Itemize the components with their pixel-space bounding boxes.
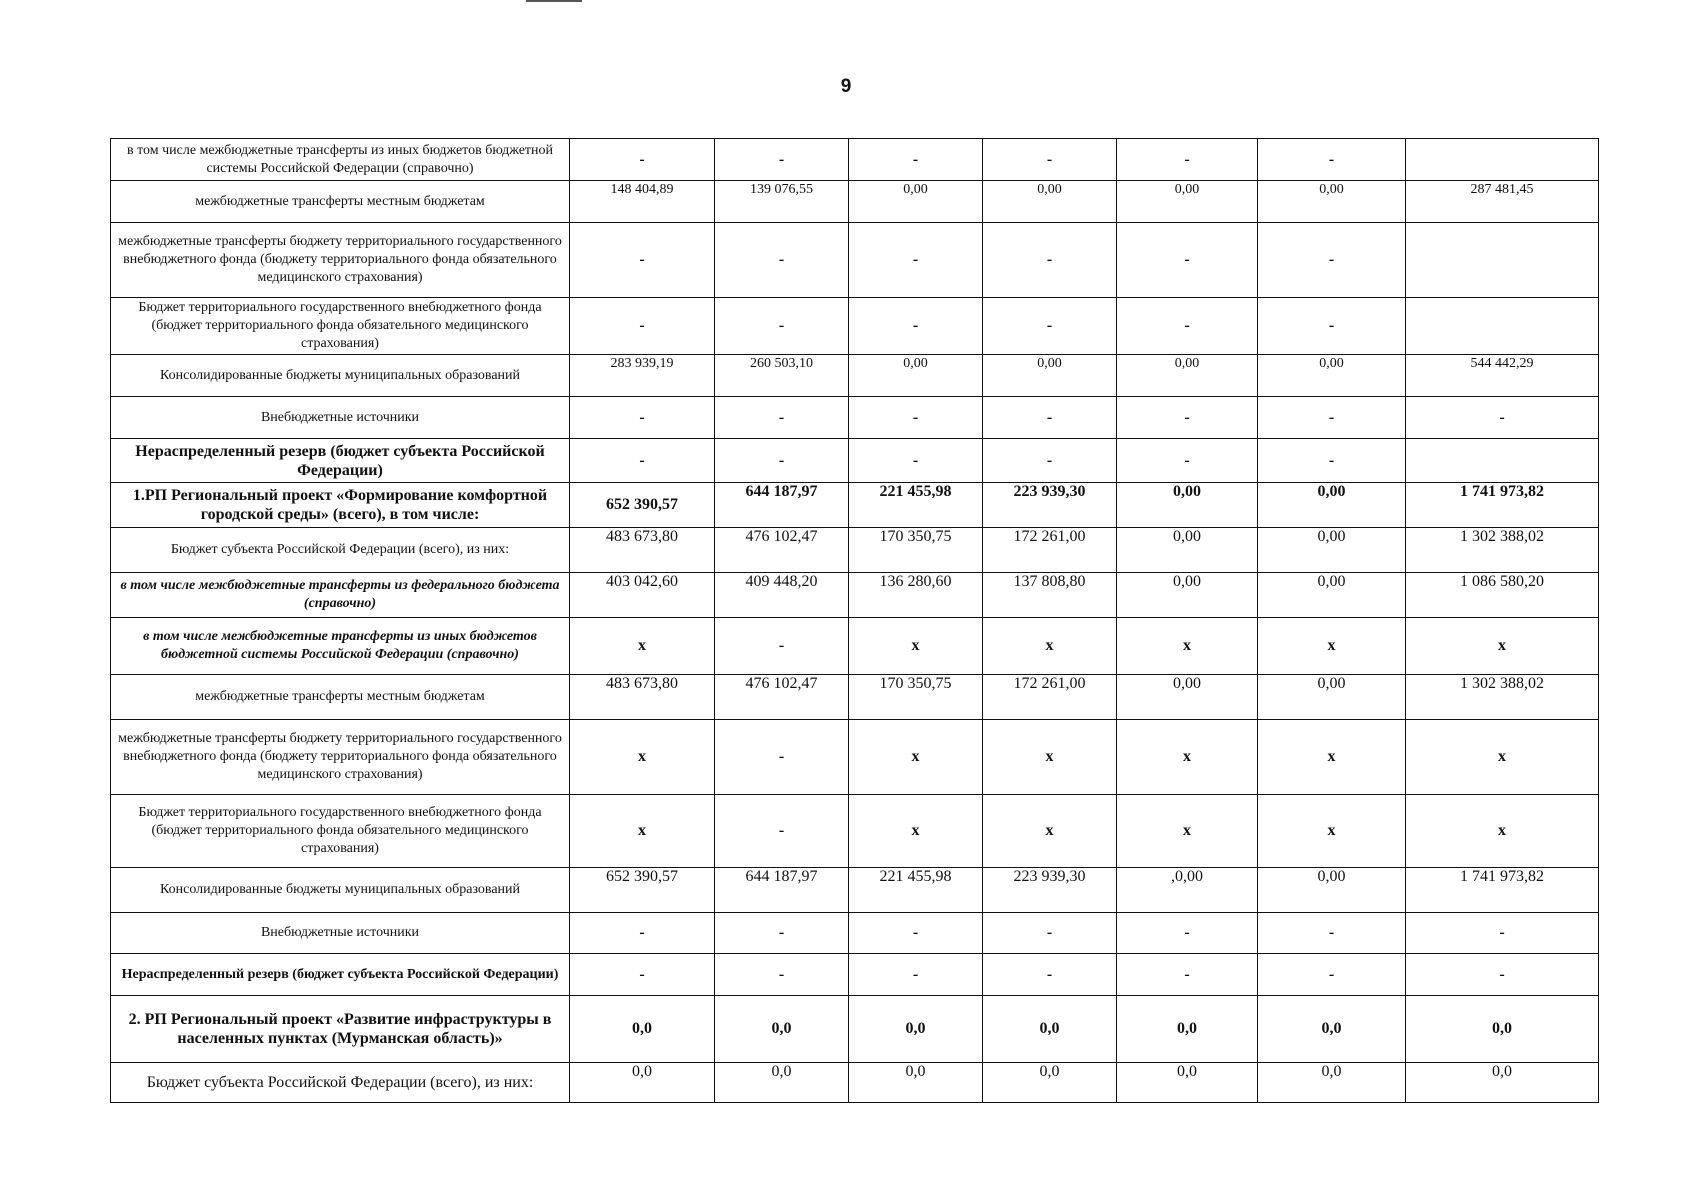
row-label: Нераспределенный резерв (бюджет субъекта Российской Федерации): [111, 439, 570, 483]
value-cell: 170 350,75: [849, 675, 983, 720]
table-row: [111, 573, 1599, 618]
value-cell: 476 102,47: [715, 675, 849, 720]
value-cell: 1 741 973,82: [1406, 483, 1599, 528]
table-row: [111, 298, 1599, 355]
value-cell: 283 939,19: [570, 355, 715, 397]
value-cell: -: [570, 298, 715, 355]
value-cell: 0,00: [983, 355, 1117, 397]
table-row: [111, 223, 1599, 298]
value-cell: x: [983, 720, 1117, 795]
value-cell: -: [570, 397, 715, 439]
table-row: [111, 483, 1599, 528]
value-cell: 136 280,60: [849, 573, 983, 618]
value-cell: x: [1406, 618, 1599, 675]
row-label: в том числе межбюджетные трансферты из иных бюджетов бюджетной системы Российской Федерации (справочно): [111, 139, 570, 181]
table-row: [111, 618, 1599, 675]
value-cell: x: [570, 618, 715, 675]
scan-mark: [526, 0, 582, 2]
value-cell: -: [1117, 439, 1258, 483]
value-cell: 0,0: [1406, 1063, 1599, 1103]
value-cell: ,0,00: [1117, 868, 1258, 913]
value-cell: 0,00: [983, 181, 1117, 223]
value-cell: -: [983, 954, 1117, 996]
table-row: [111, 355, 1599, 397]
budget-table: [110, 138, 1599, 1103]
row-label: в том числе межбюджетные трансферты из федерального бюджета (справочно): [111, 573, 570, 618]
value-cell: 0,00: [1117, 355, 1258, 397]
table-row: [111, 996, 1599, 1063]
value-cell: -: [983, 397, 1117, 439]
row-label: Бюджет территориального государственного внебюджетного фонда (бюджет территориального фонда обязательного медицинского страхования): [111, 298, 570, 355]
value-cell: -: [715, 795, 849, 868]
value-cell: -: [1258, 954, 1406, 996]
value-cell: 652 390,57: [570, 483, 715, 528]
value-cell: -: [570, 439, 715, 483]
value-cell: 0,00: [1258, 528, 1406, 573]
value-cell: 172 261,00: [983, 675, 1117, 720]
value-cell: -: [570, 913, 715, 954]
value-cell: 172 261,00: [983, 528, 1117, 573]
value-cell: 260 503,10: [715, 355, 849, 397]
value-cell: 0,00: [1117, 181, 1258, 223]
row-label: 2. РП Региональный проект «Развитие инфраструктуры в населенных пунктах (Мурманская область)»: [111, 996, 570, 1063]
value-cell: -: [715, 223, 849, 298]
value-cell: x: [849, 720, 983, 795]
value-cell: -: [1406, 397, 1599, 439]
value-cell: [1406, 139, 1599, 181]
row-label: в том числе межбюджетные трансферты из иных бюджетов бюджетной системы Российской Федерации (справочно): [111, 618, 570, 675]
row-label: Бюджет субъекта Российской Федерации (всего), из них:: [111, 1063, 570, 1103]
value-cell: -: [1117, 954, 1258, 996]
value-cell: -: [570, 223, 715, 298]
value-cell: x: [1117, 795, 1258, 868]
value-cell: 0,0: [1258, 996, 1406, 1063]
value-cell: 544 442,29: [1406, 355, 1599, 397]
value-cell: -: [715, 954, 849, 996]
value-cell: 0,00: [1258, 181, 1406, 223]
value-cell: -: [983, 439, 1117, 483]
value-cell: 223 939,30: [983, 868, 1117, 913]
value-cell: 1 302 388,02: [1406, 528, 1599, 573]
value-cell: -: [983, 223, 1117, 298]
value-cell: 0,0: [983, 1063, 1117, 1103]
value-cell: 148 404,89: [570, 181, 715, 223]
value-cell: 476 102,47: [715, 528, 849, 573]
value-cell: 0,00: [1258, 573, 1406, 618]
row-label: 1.РП Региональный проект «Формирование комфортной городской среды» (всего), в том числе:: [111, 483, 570, 528]
value-cell: x: [1406, 720, 1599, 795]
value-cell: 137 808,80: [983, 573, 1117, 618]
value-cell: 223 939,30: [983, 483, 1117, 528]
row-label: Нераспределенный резерв (бюджет субъекта Российской Федерации): [111, 954, 570, 996]
value-cell: 0,0: [1258, 1063, 1406, 1103]
value-cell: -: [715, 720, 849, 795]
value-cell: 0,0: [1406, 996, 1599, 1063]
row-label: Бюджет территориального государственного внебюджетного фонда (бюджет территориального фонда обязательного медицинского страхования): [111, 795, 570, 868]
value-cell: 644 187,97: [715, 483, 849, 528]
value-cell: -: [715, 618, 849, 675]
row-label: межбюджетные трансферты бюджету территориального государственного внебюджетного фонда (бюджету территориального фонда обязательного медицинского страхования): [111, 223, 570, 298]
value-cell: [1406, 439, 1599, 483]
value-cell: 1 302 388,02: [1406, 675, 1599, 720]
value-cell: 0,00: [1258, 483, 1406, 528]
value-cell: x: [983, 795, 1117, 868]
value-cell: -: [1117, 298, 1258, 355]
value-cell: 644 187,97: [715, 868, 849, 913]
value-cell: x: [849, 795, 983, 868]
table-row: [111, 1063, 1599, 1103]
value-cell: 403 042,60: [570, 573, 715, 618]
value-cell: -: [983, 913, 1117, 954]
value-cell: 0,0: [1117, 1063, 1258, 1103]
row-label: межбюджетные трансферты бюджету территориального государственного внебюджетного фонда (бюджету территориального фонда обязательного медицинского страхования): [111, 720, 570, 795]
row-label: Внебюджетные источники: [111, 913, 570, 954]
value-cell: -: [1406, 954, 1599, 996]
value-cell: 0,0: [1117, 996, 1258, 1063]
value-cell: x: [1258, 720, 1406, 795]
value-cell: 0,0: [983, 996, 1117, 1063]
page-number: 9: [840, 76, 852, 97]
value-cell: 221 455,98: [849, 483, 983, 528]
value-cell: -: [1117, 223, 1258, 298]
value-cell: -: [1258, 139, 1406, 181]
table-row: [111, 397, 1599, 439]
value-cell: -: [849, 913, 983, 954]
value-cell: x: [1258, 618, 1406, 675]
value-cell: 139 076,55: [715, 181, 849, 223]
value-cell: x: [570, 720, 715, 795]
value-cell: 0,0: [849, 996, 983, 1063]
value-cell: -: [570, 954, 715, 996]
value-cell: -: [715, 298, 849, 355]
row-label: межбюджетные трансферты местным бюджетам: [111, 675, 570, 720]
value-cell: [1406, 223, 1599, 298]
value-cell: 0,00: [1117, 573, 1258, 618]
value-cell: x: [1258, 795, 1406, 868]
value-cell: -: [715, 139, 849, 181]
row-label: Консолидированные бюджеты муниципальных образований: [111, 355, 570, 397]
row-label: Бюджет субъекта Российской Федерации (всего), из них:: [111, 528, 570, 573]
value-cell: 0,0: [715, 996, 849, 1063]
value-cell: 0,0: [849, 1063, 983, 1103]
row-label: Консолидированные бюджеты муниципальных образований: [111, 868, 570, 913]
value-cell: -: [715, 913, 849, 954]
value-cell: 287 481,45: [1406, 181, 1599, 223]
row-label: Внебюджетные источники: [111, 397, 570, 439]
value-cell: [1406, 298, 1599, 355]
value-cell: 0,0: [715, 1063, 849, 1103]
value-cell: x: [1117, 618, 1258, 675]
value-cell: -: [1258, 223, 1406, 298]
table-row: [111, 439, 1599, 483]
value-cell: -: [849, 298, 983, 355]
value-cell: x: [1117, 720, 1258, 795]
table-row: [111, 528, 1599, 573]
value-cell: -: [715, 439, 849, 483]
value-cell: -: [849, 954, 983, 996]
value-cell: 0,00: [849, 355, 983, 397]
value-cell: 483 673,80: [570, 528, 715, 573]
value-cell: -: [1117, 913, 1258, 954]
value-cell: 1 086 580,20: [1406, 573, 1599, 618]
value-cell: 652 390,57: [570, 868, 715, 913]
table-row: [111, 868, 1599, 913]
table-row: [111, 913, 1599, 954]
value-cell: -: [1258, 913, 1406, 954]
value-cell: 483 673,80: [570, 675, 715, 720]
value-cell: -: [1117, 139, 1258, 181]
value-cell: x: [849, 618, 983, 675]
table-row: [111, 954, 1599, 996]
value-cell: -: [983, 298, 1117, 355]
value-cell: -: [1258, 439, 1406, 483]
value-cell: -: [715, 397, 849, 439]
value-cell: -: [1258, 298, 1406, 355]
value-cell: -: [1406, 913, 1599, 954]
value-cell: 0,00: [849, 181, 983, 223]
value-cell: 221 455,98: [849, 868, 983, 913]
value-cell: -: [983, 139, 1117, 181]
table-row: [111, 795, 1599, 868]
value-cell: 0,0: [570, 1063, 715, 1103]
table-row: [111, 181, 1599, 223]
value-cell: 0,00: [1258, 355, 1406, 397]
value-cell: 0,00: [1117, 675, 1258, 720]
value-cell: 0,00: [1258, 675, 1406, 720]
value-cell: x: [983, 618, 1117, 675]
budget-table-body: [111, 139, 1599, 1103]
value-cell: x: [570, 795, 715, 868]
value-cell: -: [570, 139, 715, 181]
value-cell: 0,00: [1258, 868, 1406, 913]
value-cell: 170 350,75: [849, 528, 983, 573]
row-label: межбюджетные трансферты местным бюджетам: [111, 181, 570, 223]
value-cell: -: [1258, 397, 1406, 439]
value-cell: -: [849, 139, 983, 181]
value-cell: -: [1117, 397, 1258, 439]
value-cell: 1 741 973,82: [1406, 868, 1599, 913]
table-row: [111, 675, 1599, 720]
value-cell: x: [1406, 795, 1599, 868]
value-cell: -: [849, 397, 983, 439]
value-cell: 0,0: [570, 996, 715, 1063]
value-cell: -: [849, 439, 983, 483]
table-row: [111, 720, 1599, 795]
table-row: [111, 139, 1599, 181]
value-cell: -: [849, 223, 983, 298]
value-cell: 0,00: [1117, 528, 1258, 573]
value-cell: 0,00: [1117, 483, 1258, 528]
value-cell: 409 448,20: [715, 573, 849, 618]
